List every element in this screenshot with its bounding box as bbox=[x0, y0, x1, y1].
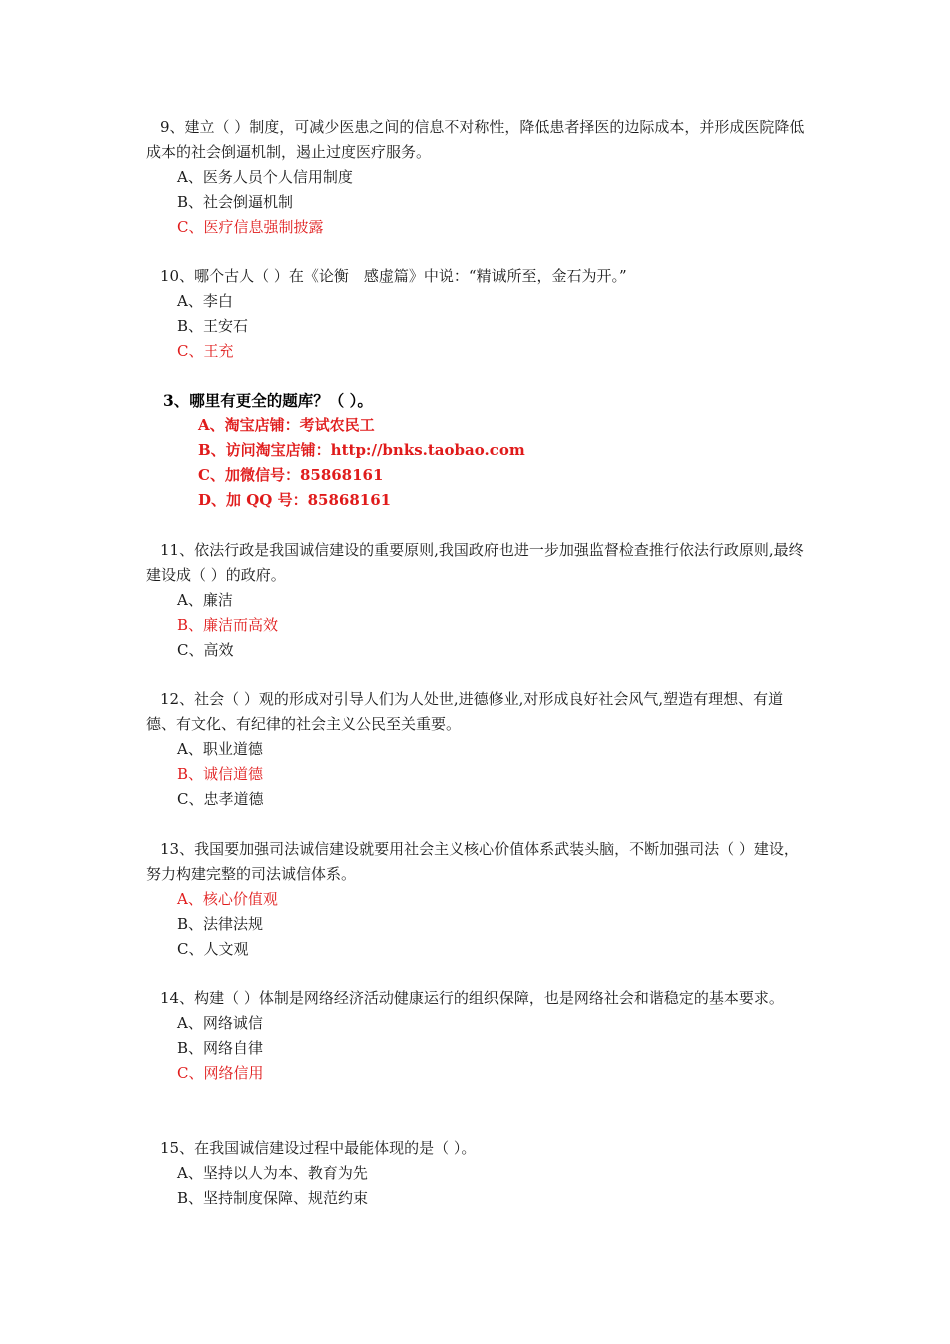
question-stem: 11、依法行政是我国诚信建设的重要原则,我国政府也进一步加强监督检查推行依法行政原则,最终建设成（ ）的政府。 bbox=[146, 541, 804, 584]
question-14 bbox=[0, 986, 950, 1086]
question-stem: 14、构建（ ）体制是网络经济活动健康运行的组织保障，也是网络社会和谐稳定的基本要求。 bbox=[160, 989, 784, 1007]
option-a: A、淘宝店铺：考试农民工 bbox=[198, 416, 375, 434]
question-9 bbox=[0, 115, 950, 240]
question-stem: 3、哪里有更全的题库？（ ）。 bbox=[163, 391, 373, 410]
option-b-answer: B、诚信道德 bbox=[177, 765, 264, 783]
question-stem: 15、在我国诚信建设过程中最能体现的是（ ）。 bbox=[160, 1139, 477, 1157]
question-stem: 10、哪个古人（ ）在《论衡 感虚篇》中说：“精诚所至，金石为开。” bbox=[160, 267, 627, 285]
option-c: C、人文观 bbox=[177, 940, 249, 958]
option-a-answer: A、核心价值观 bbox=[177, 890, 278, 908]
question-stem: 12、社会（ ）观的形成对引导人们为人处世,进德修业,对形成良好社会风气,塑造有理想、有道德、有文化、有纪律的社会主义公民至关重要。 bbox=[146, 690, 784, 733]
question-15 bbox=[0, 1136, 950, 1211]
question-12 bbox=[0, 687, 950, 812]
question-13 bbox=[0, 837, 950, 962]
option-c-answer: C、医疗信息强制披露 bbox=[177, 218, 324, 236]
option-c: C、高效 bbox=[177, 641, 234, 659]
option-b: B、坚持制度保障、规范约束 bbox=[177, 1189, 369, 1207]
option-b: B、王安石 bbox=[177, 317, 249, 335]
option-c-answer: C、网络信用 bbox=[177, 1064, 264, 1082]
option-c-answer: C、王充 bbox=[177, 342, 234, 360]
option-a: A、网络诚信 bbox=[177, 1014, 263, 1032]
option-b-answer: B、廉洁而高效 bbox=[177, 616, 279, 634]
option-c: C、加微信号：85868161 bbox=[198, 466, 384, 484]
option-a: A、职业道德 bbox=[177, 740, 263, 758]
option-b-link[interactable]: B、访问淘宝店铺：http://bnks.taobao.com bbox=[198, 441, 525, 459]
option-a: A、廉洁 bbox=[177, 591, 233, 609]
option-a: A、坚持以人为本、教育为先 bbox=[177, 1164, 368, 1182]
option-b: B、社会倒逼机制 bbox=[177, 193, 294, 211]
option-c: C、忠孝道德 bbox=[177, 790, 264, 808]
question-11 bbox=[0, 538, 950, 663]
question-stem: 13、我国要加强司法诚信建设就要用社会主义核心价值体系武装头脑，不断加强司法（ ）建设，努力构建完整的司法诚信体系。 bbox=[146, 840, 799, 883]
option-b: B、网络自律 bbox=[177, 1039, 264, 1057]
option-b: B、法律法规 bbox=[177, 915, 264, 933]
option-d: D、加 QQ 号：85868161 bbox=[198, 491, 392, 509]
promo-question bbox=[0, 388, 950, 513]
question-10 bbox=[0, 264, 950, 364]
question-stem: 9、建立（ ）制度，可减少医患之间的信息不对称性，降低患者择医的边际成本，并形成医院降低成本的社会倒逼机制，遏止过度医疗服务。 bbox=[146, 118, 805, 161]
option-a: A、医务人员个人信用制度 bbox=[177, 168, 353, 186]
option-a: A、李白 bbox=[177, 292, 233, 310]
